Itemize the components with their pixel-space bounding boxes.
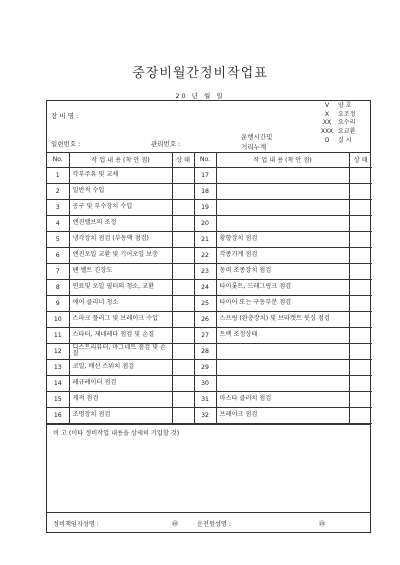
column-content: 작 업 내 용 (착 안 점) [69, 153, 172, 167]
item-content [216, 343, 349, 359]
item-content [216, 359, 349, 375]
item-status-cell[interactable] [172, 375, 194, 391]
item-number: 15 [47, 391, 69, 407]
remarks-box[interactable] [47, 424, 370, 512]
item-status-cell[interactable] [172, 183, 194, 199]
item-content: 코일, 배선 스위치 점검 [69, 359, 172, 375]
equipment-name-label: 장 비 명 : [51, 112, 79, 120]
item-status-cell[interactable] [349, 231, 372, 247]
item-number: 16 [47, 407, 69, 423]
item-status-cell[interactable] [349, 183, 372, 199]
item-content: 스타터, 제네레타 점검 및 손질 [69, 327, 172, 343]
item-status-cell[interactable] [349, 279, 372, 295]
item-number: 30 [194, 375, 216, 391]
legend-row [316, 128, 364, 137]
table-row [47, 311, 372, 327]
item-content: 브레이크 점검 [216, 407, 349, 423]
column-status: 상 태 [172, 153, 194, 167]
item-number: 26 [194, 311, 216, 327]
item-status-cell[interactable] [349, 359, 372, 375]
seal-mark-2: ㊞ [319, 520, 326, 528]
item-status-cell[interactable] [172, 359, 194, 375]
legend-row [316, 102, 364, 111]
legend-symbol: XXX [320, 128, 334, 136]
item-content [216, 199, 349, 215]
table-row [47, 407, 372, 423]
serial-number-label: 일련번호 : [51, 140, 81, 148]
item-status-cell[interactable] [172, 279, 194, 295]
column-no: No. [47, 153, 69, 167]
item-number: 24 [194, 279, 216, 295]
legend-row [316, 137, 364, 146]
item-content: 황향장치 점검 [216, 231, 349, 247]
table-row [47, 359, 372, 375]
item-status-cell[interactable] [349, 167, 372, 183]
table-row [47, 391, 372, 407]
item-number: 14 [47, 375, 69, 391]
item-number: 32 [194, 407, 216, 423]
item-status-cell[interactable] [349, 295, 372, 311]
item-content: 공구 및 부수장치 수입 [69, 199, 172, 215]
item-content [216, 167, 349, 183]
item-number: 29 [194, 359, 216, 375]
item-number: 13 [47, 359, 69, 375]
operating-time-label: 운행시간및 [241, 133, 273, 141]
item-status-cell[interactable] [172, 343, 194, 359]
legend-row [316, 119, 364, 128]
table-row [47, 295, 372, 311]
legend-text: 요수리 [338, 119, 356, 127]
distance-total-label: 거리누계 [241, 143, 267, 151]
item-number: 19 [194, 199, 216, 215]
table-row [47, 247, 372, 263]
item-status-cell[interactable] [172, 199, 194, 215]
column-no: No. [194, 153, 216, 167]
item-content: 냉각장치 점검 (부동액 점검) [69, 231, 172, 247]
item-content [216, 375, 349, 391]
item-status-cell[interactable] [349, 391, 372, 407]
form-title: 중장비월간정비작업표 [132, 66, 268, 81]
table-row [47, 279, 372, 295]
table-row [47, 263, 372, 279]
item-status-cell[interactable] [349, 407, 372, 423]
item-content: 디스트리뷰터, 마그네트 점검 및 손질 [69, 343, 172, 359]
item-content: 에어 클리너 청소 [69, 295, 172, 311]
item-status-cell[interactable] [172, 231, 194, 247]
seal-mark-1: ㊞ [172, 520, 179, 528]
table-header-row [47, 153, 372, 167]
item-number: 8 [47, 279, 69, 295]
item-number: 27 [194, 327, 216, 343]
item-number: 31 [194, 391, 216, 407]
item-content: 각종기계 점검 [216, 247, 349, 263]
item-content: 연료및 오일 필터의 청소, 교환 [69, 279, 172, 295]
legend-text: 요조정 [338, 110, 356, 118]
form-header [47, 101, 370, 153]
item-number: 22 [194, 247, 216, 263]
item-number: 7 [47, 263, 69, 279]
driver-name-label: 운전원성명 : [197, 520, 231, 528]
item-status-cell[interactable] [172, 167, 194, 183]
item-number: 17 [194, 167, 216, 183]
item-content: 엔진오일 교환 및 기어오일 보충 [69, 247, 172, 263]
item-status-cell[interactable] [172, 407, 194, 423]
item-content: 스파크 플러그 및 브레이크 수입 [69, 311, 172, 327]
maintenance-lead-label: 정비책임자성명 : [53, 520, 99, 528]
item-content: 게적 점검 [69, 391, 172, 407]
management-number-label: 관리번호 : [151, 140, 181, 148]
item-number: 10 [47, 311, 69, 327]
table-row [47, 327, 372, 343]
item-number: 9 [47, 295, 69, 311]
item-status-cell[interactable] [349, 311, 372, 327]
legend-text: 요교환 [338, 128, 356, 136]
item-content: 레규레이터 점검 [69, 375, 172, 391]
table-row [47, 183, 372, 199]
maintenance-form [46, 100, 371, 533]
item-number: 23 [194, 263, 216, 279]
item-content: 타이어 또는 구동부분 점검 [216, 295, 349, 311]
item-content: 각부주유 및 교체 [69, 167, 172, 183]
status-legend [316, 102, 364, 146]
item-number: 18 [194, 183, 216, 199]
legend-symbol: O [324, 136, 330, 144]
item-number: 4 [47, 215, 69, 231]
item-number: 25 [194, 295, 216, 311]
item-status-cell[interactable] [349, 215, 372, 231]
legend-symbol: V [324, 102, 330, 109]
item-status-cell[interactable] [172, 391, 194, 407]
item-number: 6 [47, 247, 69, 263]
item-number: 28 [194, 343, 216, 359]
item-status-cell[interactable] [349, 375, 372, 391]
legend-symbol: XX [322, 119, 332, 127]
legend-text: 실 시 [338, 136, 352, 144]
item-content: 팬 벨트 긴장도 [69, 263, 172, 279]
item-content: 트랙 조정상태 [216, 327, 349, 343]
table-row [47, 167, 372, 183]
signature-row [47, 512, 370, 532]
column-content: 작 업 내 용 (착 안 점) [216, 153, 349, 167]
item-status-cell[interactable] [172, 215, 194, 231]
item-number: 2 [47, 183, 69, 199]
table-row [47, 343, 372, 359]
item-status-cell[interactable] [349, 343, 372, 359]
item-status-cell[interactable] [172, 247, 194, 263]
table-row [47, 375, 372, 391]
item-content: 조명장치 점검 [69, 407, 172, 423]
work-items-table [47, 153, 372, 424]
item-content: 마스타 클러치 점검 [216, 391, 349, 407]
item-content [216, 183, 349, 199]
item-content: 일반적 수입 [69, 183, 172, 199]
item-content: 타이롯트, 드래그링크 점검 [216, 279, 349, 295]
item-status-cell[interactable] [349, 247, 372, 263]
legend-symbol: X [324, 110, 330, 118]
legend-text: 양 호 [338, 102, 352, 109]
item-number: 3 [47, 199, 69, 215]
item-status-cell[interactable] [349, 327, 372, 343]
column-status: 상 태 [349, 153, 372, 167]
item-status-cell[interactable] [349, 199, 372, 215]
item-number: 5 [47, 231, 69, 247]
item-content: 동력 조종장치 점검 [216, 263, 349, 279]
item-number: 11 [47, 327, 69, 343]
item-content: 스프링 (완충장치) 및 브라켓트 붓싱 점검 [216, 311, 349, 327]
remarks-label: 비 고 (이타 정비작업 내용을 상세히 기입할 것) [53, 429, 180, 437]
item-status-cell[interactable] [172, 263, 194, 279]
item-content [216, 215, 349, 231]
date-line: 20 년 월 일 [175, 92, 225, 100]
item-number: 12 [47, 343, 69, 359]
item-number: 20 [194, 215, 216, 231]
item-status-cell[interactable] [172, 327, 194, 343]
item-status-cell[interactable] [172, 311, 194, 327]
item-number: 1 [47, 167, 69, 183]
table-row [47, 231, 372, 247]
item-status-cell[interactable] [349, 263, 372, 279]
item-content: 엔진밸브의 조정 [69, 215, 172, 231]
item-number: 21 [194, 231, 216, 247]
table-row [47, 199, 372, 215]
table-row [47, 215, 372, 231]
item-status-cell[interactable] [172, 295, 194, 311]
